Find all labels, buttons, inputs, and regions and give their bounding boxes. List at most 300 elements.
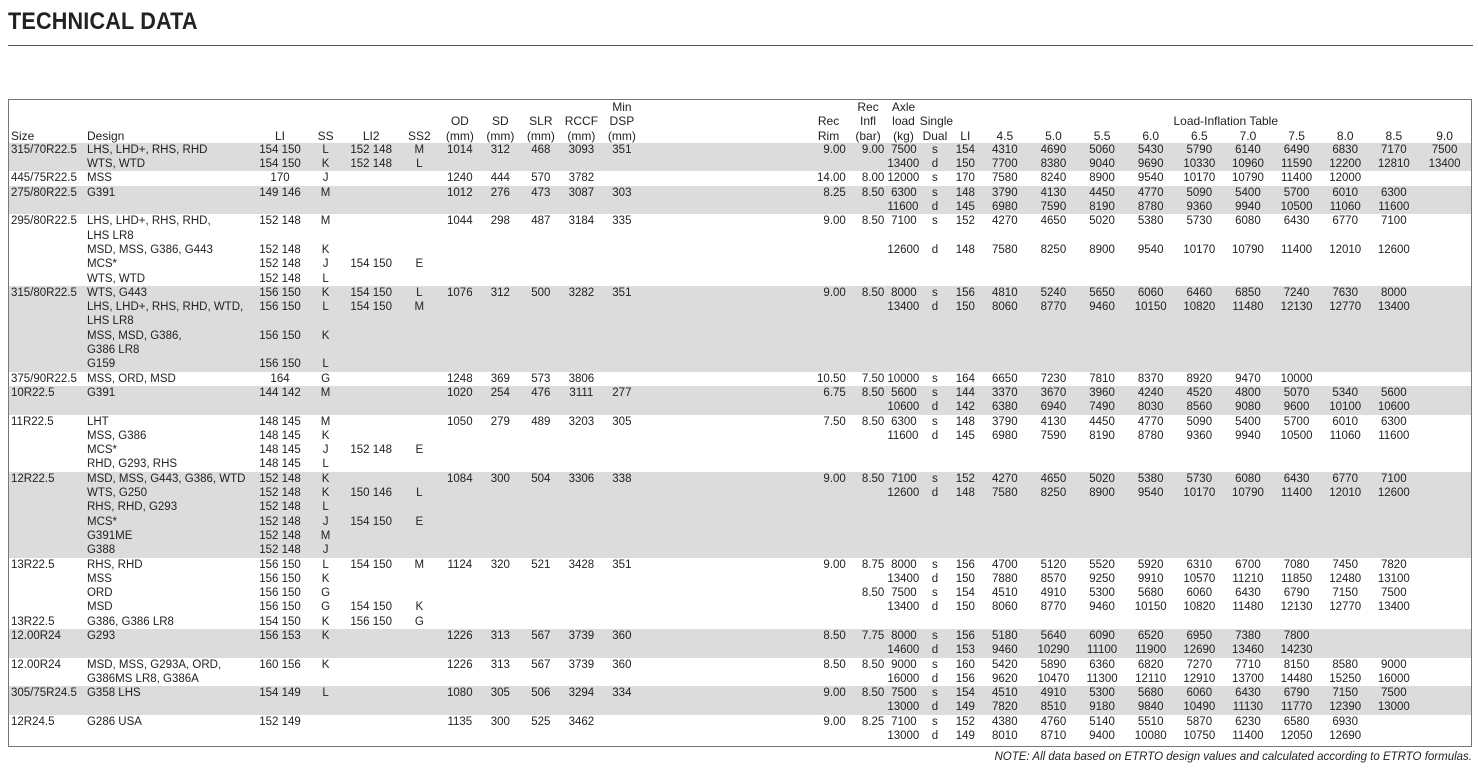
cell-li: 156 150 [252,286,308,300]
cell-load-3: 5680 [1126,586,1175,600]
cell-load-8: 7500 [1370,686,1419,700]
cell-sd2: d [920,400,950,414]
cell-ss [308,200,343,214]
cell-ss [308,715,343,729]
cell-load-5: 13460 [1224,643,1273,657]
cell-dsp [602,272,643,286]
table-row [9,729,1471,743]
cell-load-5: 5400 [1224,415,1273,429]
cell-load-2: 7490 [1078,400,1127,414]
cell-load-5: 6140 [1224,143,1273,157]
cell-load-3: 5920 [1126,558,1175,572]
cell-load-0: 8010 [981,729,1030,743]
spacer-cell [642,686,808,700]
cell-design: WTS, G443 [85,286,252,300]
cell-ss: J [308,257,343,271]
cell-rccf [561,243,602,257]
cell-load-4: 10570 [1175,572,1224,586]
cell-rccf [561,443,602,457]
cell-sd [480,329,521,343]
cell-rim [808,272,849,286]
cell-axle: 13400 [887,158,920,171]
cell-design: MSD, MSS, G293A, ORD, [85,658,252,672]
cell-design: G388 [85,543,252,557]
cell-axle: 13400 [887,572,920,585]
cell-load-6: 6490 [1272,143,1321,157]
cell-load-8: 13000 [1370,700,1419,714]
cell-dsp [602,529,643,543]
cell-load-5 [1224,500,1273,514]
cell-li3 [950,500,980,514]
cell-rim [808,586,849,600]
cell-load-9 [1418,586,1471,600]
cell-rim [808,486,849,500]
cell-li: 152 148 [252,243,308,257]
cell-dsp [602,343,643,357]
cell-load-1: 8570 [1029,572,1078,586]
cell-load-7: 6010 [1321,186,1370,200]
cell-design: MCS* [85,257,252,271]
cell-load-6: 11770 [1272,700,1321,714]
cell-size [9,429,85,443]
cell-li3 [950,515,980,529]
cell-design: G386, G386 LR8 [85,615,252,629]
cell-li3 [950,229,980,243]
cell-infl [849,343,888,357]
cell-size: 13R22.5 [9,615,85,629]
cell-dsp: 305 [602,415,643,429]
cell-load-2: 8190 [1078,200,1127,214]
tyre-group [9,386,1471,415]
cell-load-5: 6700 [1224,558,1273,572]
cell-axle: 12000 [887,172,920,185]
cell-li3: 156 [950,558,980,572]
cell-rccf [561,572,602,586]
cell-load-2: 5300 [1078,686,1127,700]
cell-li2 [343,643,399,657]
tyre-group [9,186,1471,215]
cell-load-0: 9620 [981,672,1030,686]
cell-load-5: 11480 [1224,600,1273,614]
cell-load-6: 6430 [1272,214,1321,228]
cell-load-2: 6360 [1078,658,1127,672]
cell-infl [849,357,888,371]
cell-load-1: 10470 [1029,672,1078,686]
cell-load-9 [1418,400,1471,414]
cell-ss: K [308,629,343,643]
cell-ss: M [308,529,343,543]
cell-load-1: 7590 [1029,429,1078,443]
cell-li2 [343,715,399,729]
cell-load-4 [1175,343,1224,357]
cell-size [9,572,85,586]
cell-load-3 [1126,329,1175,343]
cell-load-4: 6460 [1175,286,1224,300]
cell-load-9 [1418,615,1471,629]
cell-axle: 13000 [887,701,920,714]
cell-load-7: 12770 [1321,600,1370,614]
cell-design: G391 [85,186,252,200]
cell-axle: 7100 [887,472,919,486]
cell-axle: 11600 [887,429,919,442]
cell-ss2 [399,186,440,200]
cell-load-8: 12600 [1370,486,1419,500]
cell-load-6 [1272,543,1321,557]
cell-load-3: 6060 [1126,286,1175,300]
cell-load-8 [1370,171,1419,185]
cell-load-2: 5140 [1078,715,1127,729]
cell-rccf [561,343,602,357]
cell-size: 12.00R24 [9,658,85,672]
cell-li2: 152 148 [343,157,399,171]
cell-design: MSD [85,600,252,614]
cell-axle: 16000 [887,672,920,685]
cell-load-1: 10290 [1029,643,1078,657]
cell-load-3: 12110 [1126,672,1175,686]
cell-size [9,586,85,600]
cell-sd2: d [920,486,950,500]
cell-load-4: 12910 [1175,672,1224,686]
table-row [9,600,1471,614]
cell-load-1 [1029,529,1078,543]
cell-od: 1084 [440,472,481,486]
spacer-cell [642,229,808,243]
table-row [9,658,1471,672]
cell-rccf [561,729,602,743]
cell-li2 [343,500,399,514]
cell-li2 [343,729,399,743]
table-row [9,572,1471,586]
cell-load-0: 4810 [981,286,1030,300]
cell-ss2: M [399,300,440,314]
cell-slr [521,700,562,714]
cell-axle [887,329,919,343]
cell-infl [849,157,888,171]
cell-load-2: 5520 [1078,558,1127,572]
cell-load-9 [1418,343,1471,357]
header-p-6-5: 6.5 [1190,128,1208,143]
header-p-4-5: 4.5 [996,128,1014,143]
cell-li: 154 149 [252,686,308,700]
tyre-group [9,658,1471,687]
cell-load-0: 6380 [981,400,1030,414]
cell-li [252,314,308,328]
cell-dsp: 360 [602,658,643,672]
header-rim-2: Rim [817,128,840,143]
cell-ss2 [399,715,440,729]
cell-load-2: 8190 [1078,429,1127,443]
cell-rim [808,543,849,557]
cell-li3 [950,329,980,343]
header-sd-1: SD [492,114,509,129]
cell-load-0: 6650 [981,372,1030,386]
cell-rccf [561,500,602,514]
cell-sd2: s [920,415,950,429]
cell-load-8 [1370,543,1419,557]
cell-ss2: E [399,515,440,529]
spacer-cell [642,272,808,286]
cell-slr: 468 [521,143,562,157]
table-row [9,272,1471,286]
cell-dsp [602,500,643,514]
cell-li3: 152 [950,472,980,486]
cell-load-1 [1029,443,1078,457]
cell-rccf [561,429,602,443]
cell-dsp: 277 [602,386,643,400]
cell-load-6: 7800 [1272,629,1321,643]
cell-sd [480,257,521,271]
cell-design: MCS* [85,443,252,457]
cell-od [440,243,481,257]
cell-ss2: M [399,143,440,157]
cell-ss: G [308,586,343,600]
spacer-cell [642,529,808,543]
cell-load-7 [1321,329,1370,343]
cell-load-7: 12010 [1321,243,1370,257]
cell-load-8 [1370,729,1419,743]
header-dual: Dual [922,128,948,143]
cell-load-1: 8250 [1029,243,1078,257]
cell-load-0: 3370 [981,386,1030,400]
cell-load-0: 7580 [981,243,1030,257]
cell-axle: 7500 [887,686,919,700]
cell-load-4 [1175,443,1224,457]
cell-sd [480,515,521,529]
cell-li3: 152 [950,715,980,729]
cell-rim [808,157,849,171]
cell-li2 [343,272,399,286]
header-size: Size [11,128,35,143]
cell-axle [887,457,919,471]
cell-od [440,357,481,371]
cell-size: 13R22.5 [9,558,85,572]
cell-rim [808,500,849,514]
cell-load-4: 9360 [1175,429,1224,443]
cell-od [440,429,481,443]
cell-size [9,643,85,657]
cell-axle [887,272,919,286]
cell-load-3: 5380 [1126,472,1175,486]
cell-sd2: d [920,300,950,314]
table-row [9,243,1471,257]
cell-infl: 8.50 [849,286,888,300]
tyre-group [9,171,1471,185]
cell-load-3: 8030 [1126,400,1175,414]
cell-load-8: 7820 [1370,558,1419,572]
table-row [9,643,1471,657]
cell-load-9 [1418,314,1471,328]
cell-load-8 [1370,629,1419,643]
cell-design: G391ME [85,529,252,543]
cell-ss: L [308,300,343,314]
cell-load-5: 11480 [1224,300,1273,314]
table-row [9,400,1471,414]
cell-size [9,200,85,214]
cell-size: 12R24.5 [9,715,85,729]
cell-load-4 [1175,529,1224,543]
cell-load-8 [1370,715,1419,729]
cell-load-4 [1175,357,1224,371]
cell-load-2: 8900 [1078,243,1127,257]
cell-infl [849,429,888,443]
cell-load-7: 12390 [1321,700,1370,714]
cell-li2 [343,700,399,714]
cell-sd: 305 [480,686,521,700]
cell-li2: 154 150 [343,600,399,614]
cell-load-8: 11600 [1370,200,1419,214]
cell-axle: 6300 [887,415,919,429]
cell-sd: 300 [480,472,521,486]
cell-load-4 [1175,257,1224,271]
cell-load-8 [1370,272,1419,286]
cell-load-8: 6300 [1370,415,1419,429]
cell-slr: 567 [521,658,562,672]
cell-load-3: 9840 [1126,700,1175,714]
cell-ss: M [308,186,343,200]
cell-load-7: 6930 [1321,715,1370,729]
cell-design: MSS, ORD, MSD [85,372,252,386]
cell-rim [808,429,849,443]
cell-size [9,243,85,257]
cell-rccf [561,700,602,714]
cell-infl [849,486,888,500]
table-row [9,615,1471,629]
cell-dsp [602,515,643,529]
cell-load-8: 13400 [1370,600,1419,614]
spacer-cell [642,543,808,557]
cell-design: LHS, LHD+, RHS, RHD, [85,214,252,228]
cell-li: 152 149 [252,715,308,729]
cell-axle [887,500,919,514]
cell-load-5: 6850 [1224,286,1273,300]
cell-dsp [602,372,643,386]
cell-infl: 8.50 [849,472,888,486]
cell-rccf: 3782 [561,171,602,185]
cell-li: 154 150 [252,143,308,157]
cell-li2: 154 150 [343,558,399,572]
spacer-cell [642,286,808,300]
tyre-group [9,686,1471,715]
cell-dsp [602,729,643,743]
table-row [9,329,1471,343]
cell-li3: 154 [950,143,980,157]
cell-load-8 [1370,500,1419,514]
cell-load-8 [1370,357,1419,371]
cell-load-9 [1418,171,1471,185]
cell-ss: K [308,615,343,629]
cell-li [252,200,308,214]
cell-sd [480,486,521,500]
cell-load-6: 10500 [1272,429,1321,443]
header-slr-1: SLR [529,114,553,129]
cell-load-5: 7380 [1224,629,1273,643]
header-single: Single [919,114,954,129]
cell-load-3: 9540 [1126,171,1175,185]
cell-slr [521,672,562,686]
cell-load-9 [1418,515,1471,529]
cell-li [252,672,308,686]
cell-li2 [343,186,399,200]
cell-load-1: 8770 [1029,600,1078,614]
cell-ss2 [399,586,440,600]
cell-load-2 [1078,257,1127,271]
cell-load-2: 9040 [1078,157,1127,171]
cell-ss2: L [399,286,440,300]
cell-size: 11R22.5 [9,415,85,429]
cell-load-7 [1321,615,1370,629]
table-row [9,700,1471,714]
cell-load-0: 7880 [981,572,1030,586]
spacer-cell [642,157,808,171]
cell-li: 156 150 [252,300,308,314]
cell-ss [308,700,343,714]
cell-ss: K [308,572,343,586]
cell-load-2 [1078,543,1127,557]
cell-load-9 [1418,229,1471,243]
cell-slr: 489 [521,415,562,429]
cell-design: ORD [85,586,252,600]
cell-rccf [561,157,602,171]
cell-sd2: d [920,729,950,743]
cell-load-1: 8510 [1029,700,1078,714]
cell-load-8: 12810 [1370,157,1419,171]
header-p-9-0: 9.0 [1436,128,1453,143]
cell-sd: 320 [480,558,521,572]
cell-load-1: 4130 [1029,186,1078,200]
cell-li2 [343,243,399,257]
cell-ss [308,229,343,243]
cell-load-9 [1418,543,1471,557]
spacer-cell [642,658,808,672]
cell-axle [887,314,919,328]
cell-infl [849,600,888,614]
cell-load-7: 5340 [1321,386,1370,400]
cell-infl: 8.25 [849,715,888,729]
cell-ss2: E [399,257,440,271]
cell-load-0: 4310 [981,143,1030,157]
cell-design: RHS, RHD [85,558,252,572]
cell-li3 [950,314,980,328]
cell-load-1 [1029,314,1078,328]
cell-ss: M [308,415,343,429]
cell-li3: 148 [950,486,980,500]
cell-load-5: 11400 [1224,729,1273,743]
cell-load-9 [1418,658,1471,672]
cell-rim [808,700,849,714]
cell-od: 1012 [440,186,481,200]
cell-sd [480,429,521,443]
cell-dsp [602,615,643,629]
cell-dsp [602,171,643,185]
cell-load-8: 13400 [1370,300,1419,314]
cell-load-6: 5700 [1272,415,1321,429]
cell-load-6 [1272,457,1321,471]
cell-rccf [561,543,602,557]
cell-slr [521,429,562,443]
cell-sd2: s [920,186,950,200]
cell-slr [521,543,562,557]
cell-load-3 [1126,443,1175,457]
cell-dsp [602,157,643,171]
cell-load-8: 7100 [1370,214,1419,228]
cell-li2 [343,543,399,557]
cell-load-6: 11590 [1272,157,1321,171]
cell-load-9 [1418,243,1471,257]
cell-load-7: 11060 [1321,429,1370,443]
spacer-cell [642,457,808,471]
cell-ss2 [399,643,440,657]
cell-axle: 10600 [887,401,920,414]
